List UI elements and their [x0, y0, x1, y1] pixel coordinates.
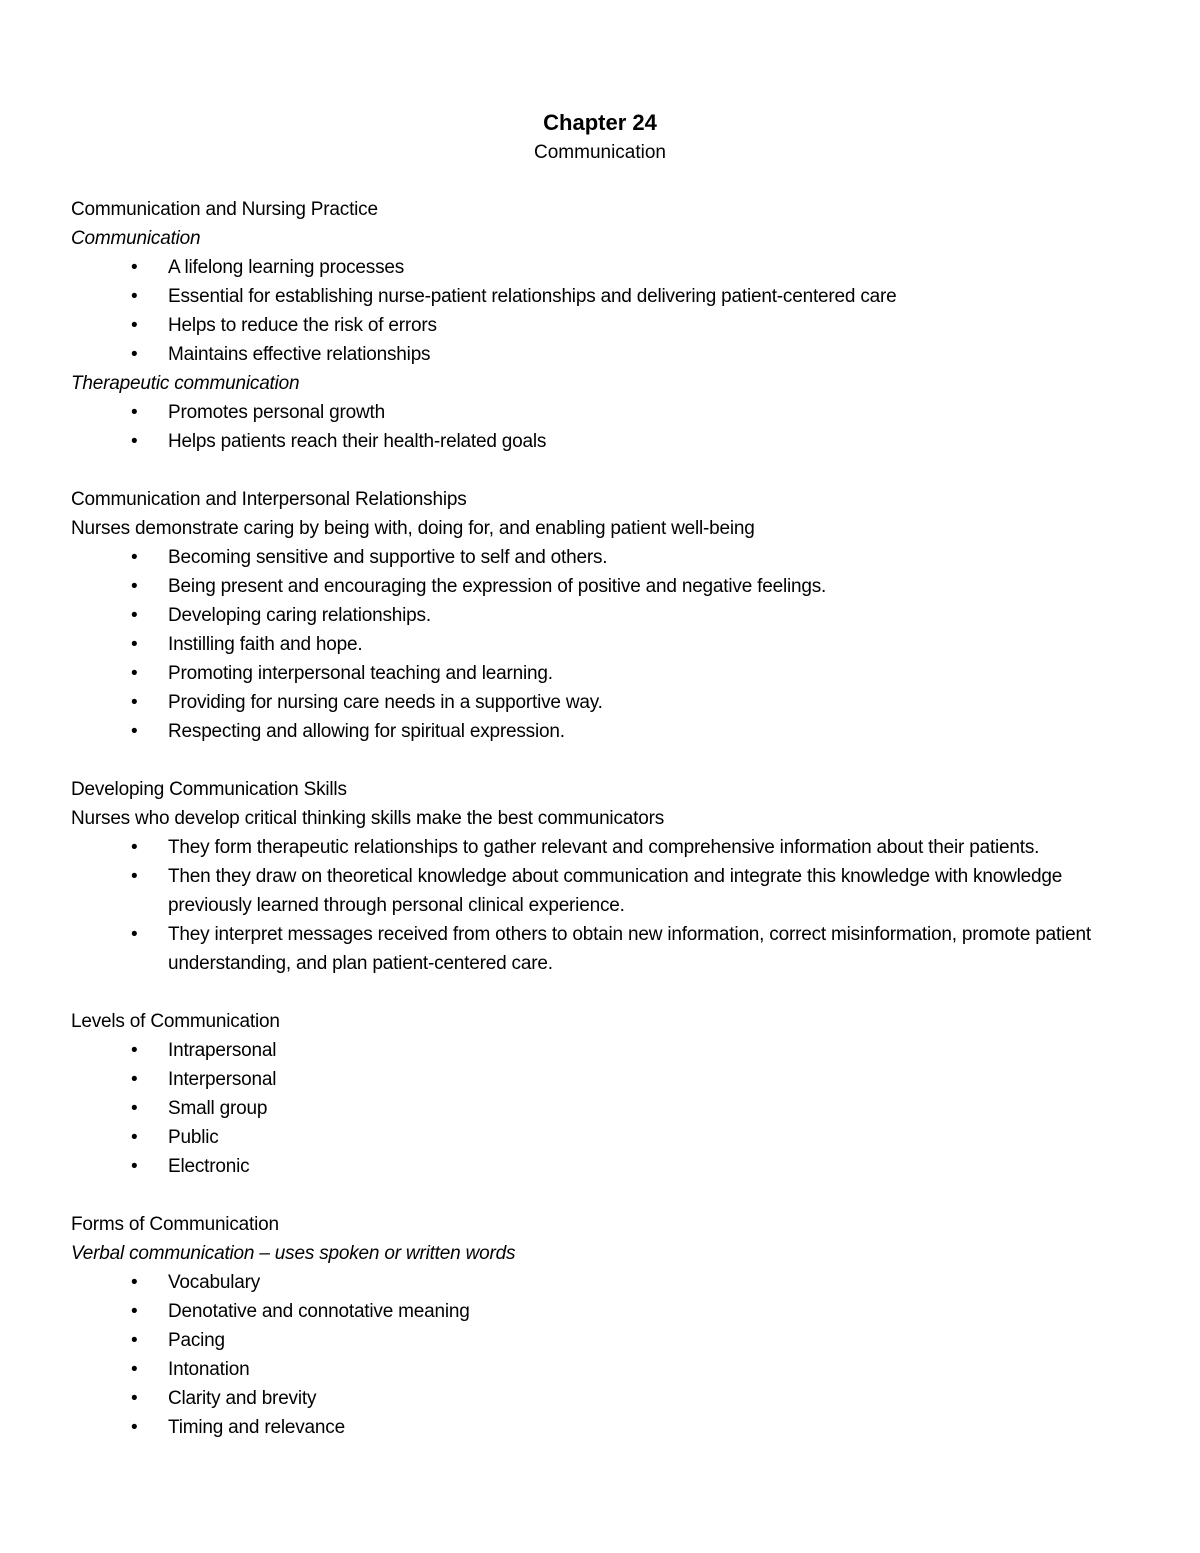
section-subheading: Verbal communication – uses spoken or written words [71, 1243, 516, 1264]
bullet-item: • Maintains effective relationships [71, 340, 1131, 369]
bullet-list [71, 1268, 1131, 1442]
spacer [71, 1181, 1131, 1210]
page-title: Chapter 24 [543, 110, 657, 135]
bullet-item: • Developing caring relationships. [71, 601, 1131, 630]
bullet-item: • Denotative and connotative meaning [71, 1297, 1131, 1326]
bullet-item: • Electronic [71, 1152, 1131, 1181]
bullet-list [71, 253, 1131, 369]
bullet-item: • Then they draw on theoretical knowledge about communication and integrate this knowledge with knowledge previously learned through personal clinical experience. [71, 862, 1131, 920]
spacer [71, 456, 1131, 485]
bullet-list [71, 1036, 1131, 1181]
bullet-item: • Being present and encouraging the expression of positive and negative feelings. [71, 572, 1131, 601]
bullet-list [71, 833, 1131, 978]
section-subheading: Therapeutic communication [71, 373, 300, 394]
bullet-item: • Becoming sensitive and supportive to self and others. [71, 543, 1131, 572]
bullet-item: • Interpersonal [71, 1065, 1131, 1094]
spacer [71, 746, 1131, 775]
section-heading: Levels of Communication [71, 1011, 280, 1032]
bullet-item: • Essential for establishing nurse-patient relationships and delivering patient-centered care [71, 282, 1131, 311]
bullet-item: • Instilling faith and hope. [71, 630, 1131, 659]
bullet-item: • Providing for nursing care needs in a supportive way. [71, 688, 1131, 717]
section-heading: Communication and Interpersonal Relationships [71, 489, 467, 510]
bullet-item: • They interpret messages received from others to obtain new information, correct misinformation, promote patient understanding, and plan patient-centered care. [71, 920, 1131, 978]
bullet-item: • Intrapersonal [71, 1036, 1131, 1065]
bullet-item: • Intonation [71, 1355, 1131, 1384]
bullet-item: • Respecting and allowing for spiritual expression. [71, 717, 1131, 746]
section-intro: Nurses who develop critical thinking skills make the best communicators [71, 808, 664, 829]
bullet-item: • A lifelong learning processes [71, 253, 1131, 282]
section-subheading: Communication [71, 228, 201, 249]
section-heading: Forms of Communication [71, 1214, 279, 1235]
page-subtitle: Communication [534, 142, 666, 163]
bullet-list [71, 398, 1131, 456]
section-heading: Developing Communication Skills [71, 779, 347, 800]
bullet-item: • Pacing [71, 1326, 1131, 1355]
bullet-item: • Promotes personal growth [71, 398, 1131, 427]
bullet-item: • Clarity and brevity [71, 1384, 1131, 1413]
bullet-item: • Vocabulary [71, 1268, 1131, 1297]
bullet-item: • Small group [71, 1094, 1131, 1123]
bullet-item: • Timing and relevance [71, 1413, 1131, 1442]
bullet-item: • They form therapeutic relationships to gather relevant and comprehensive information about their patients. [71, 833, 1131, 862]
section-heading: Communication and Nursing Practice [71, 199, 378, 220]
bullet-item: • Helps patients reach their health-related goals [71, 427, 1131, 456]
bullet-item: • Helps to reduce the risk of errors [71, 311, 1131, 340]
section-intro: Nurses demonstrate caring by being with, doing for, and enabling patient well-being [71, 518, 755, 539]
bullet-item: • Public [71, 1123, 1131, 1152]
bullet-list [71, 543, 1131, 746]
document-body [71, 195, 1131, 1442]
bullet-item: • Promoting interpersonal teaching and learning. [71, 659, 1131, 688]
spacer [71, 978, 1131, 1007]
